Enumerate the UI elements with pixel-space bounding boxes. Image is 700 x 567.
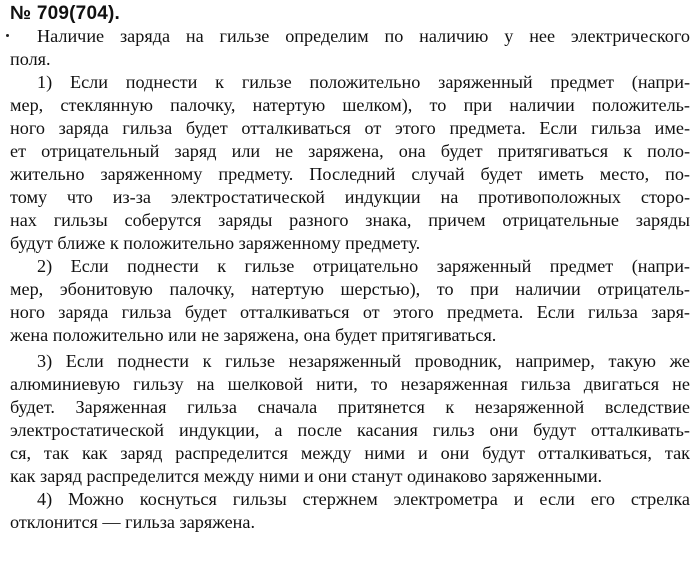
text-line: мер, эбонитовую палочку, натертую шерстью), то при наличии отрицатель-	[10, 279, 690, 299]
text-line: ся, так как заряд распределится между ними и они будут отталкиваться, так	[10, 443, 690, 463]
text-line: отклонится — гильза заряжена.	[10, 512, 255, 532]
paragraph-1	[10, 71, 690, 255]
text-line: ного заряда гильза будет отталкиваться от этого предмета. Если гильза заря-	[10, 302, 690, 322]
text-line: мер, стеклянную палочку, натертую шелком), то при наличии положитель-	[10, 95, 690, 115]
text-line: поля.	[10, 49, 51, 69]
solution-text	[10, 25, 690, 534]
text-line: электростатической индукции, а после касания гильз они будут отталкивать-	[10, 420, 690, 440]
text-line: алюминиевую гильзу на шелковой нити, то незаряженная гильза двигаться не	[10, 374, 690, 394]
text-line: как заряд распределится между ними и они станут одинаково заряженными.	[10, 466, 603, 486]
paragraph-3	[10, 350, 690, 488]
paragraph-2	[10, 255, 690, 347]
text-line: нах гильзы соберутся заряды разного знака, причем отрицательные заряды	[10, 210, 690, 230]
text-line: будет. Заряженная гильза сначала притянется к незаряженной вследствие	[10, 397, 690, 417]
margin-dot	[6, 34, 9, 37]
text-line: 3) Если поднести к гильзе незаряженный проводник, например, такую же	[37, 351, 690, 371]
text-line: 1) Если поднести к гильзе положительно заряженный предмет (напри-	[37, 72, 690, 92]
text-line: Наличие заряда на гильзе определим по наличию у нее электрического	[37, 26, 690, 46]
text-line: ного заряда гильза будет отталкиваться от этого предмета. Если гильза име-	[10, 118, 690, 138]
paragraph-4	[10, 488, 690, 534]
text-line: ет отрицательный заряд или не заряжена, она будет притягиваться к поло-	[10, 141, 690, 161]
text-line: жена положительно или не заряжена, она будет притягиваться.	[10, 325, 497, 345]
problem-number: № 709(704).	[10, 3, 120, 24]
text-line: 4) Можно коснуться гильзы стержнем электрометра и если его стрелка	[37, 489, 690, 509]
text-line: жительно заряженному предмету. Последний случай будет иметь место, по-	[10, 164, 690, 184]
text-line: тому что из-за электростатической индукции на противоположных сторо-	[10, 187, 690, 207]
text-line: 2) Если поднести к гильзе отрицательно заряженный предмет (напри-	[37, 256, 690, 276]
paragraph-intro	[10, 25, 690, 71]
text-line: будут ближе к положительно заряженному предмету.	[10, 233, 421, 253]
